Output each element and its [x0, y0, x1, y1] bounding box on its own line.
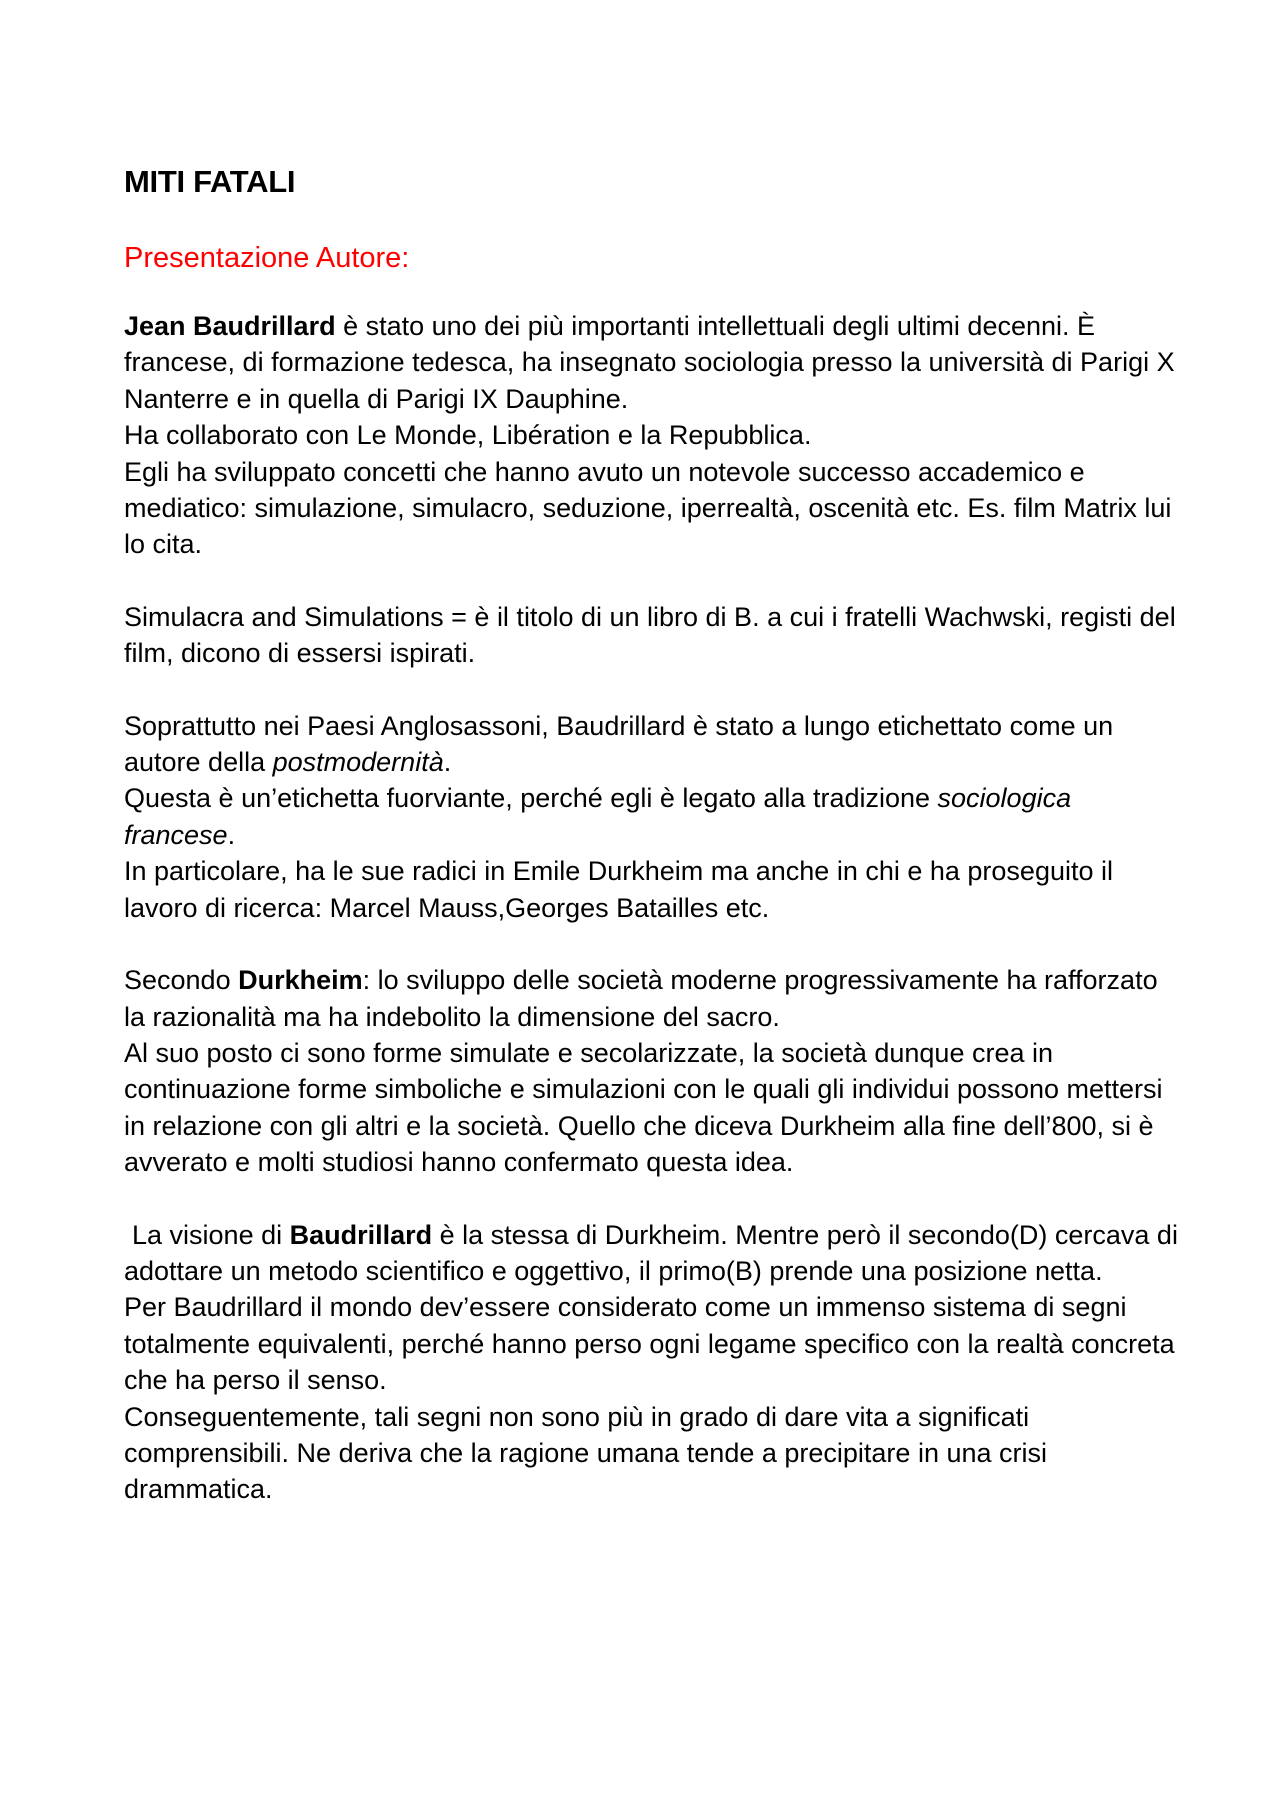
italic-sociologica-francese: sociologica francese	[124, 783, 1072, 850]
paragraph-text: . Questa è un’etichetta fuorviante, perché egli è legato alla tradizione	[124, 747, 931, 814]
baudrillard-bold: Baudrillard	[289, 1219, 433, 1250]
document-title: MITI FATALI	[124, 164, 296, 199]
paragraph-text: è stato uno dei più importanti intellettuali degli ultimi decenni. È francese, di formazione tedesca, ha insegnato sociologia presso la università di Parigi X Nanterre e in quella di Parigi IX Dauphine. Ha collaborato con Le Monde, Libération e la Repubblica. Egli ha sviluppato concetti che hanno avuto un notevole successo accademico e mediatico: simulazione, simulacro, seduzione, iperrealtà, oscenità etc. Es. film Matrix lui lo cita.	[124, 311, 1175, 560]
paragraph-text: . In particolare, ha le sue radici in Emile Durkheim ma anche in chi e ha proseguito il lavoro di ricerca: Marcel Mauss,Georges Batailles etc.	[124, 819, 1113, 923]
paragraph-author-intro	[124, 308, 1184, 563]
paragraph-text: Secondo	[124, 965, 239, 996]
section-heading: Presentazione Autore:	[124, 242, 410, 274]
paragraph-text: Soprattutto nei Paesi Anglosassoni, Baudrillard è stato a lungo etichettato come un autore della	[124, 710, 1114, 778]
italic-postmodernita: postmodernità	[272, 747, 444, 778]
paragraph-durkheim	[124, 962, 1184, 1180]
paragraph-baudrillard-vision	[124, 1217, 1184, 1508]
paragraph-text: è la stessa di Durkheim. Mentre però il secondo(D) cercava di adottare un metodo scientifico e oggettivo, il primo(B) prende una posizione netta. Per Baudrillard il mondo dev’essere considerato come un immenso sistema di segni totalmente equivalenti, perché hanno perso ogni legame specifico con la realtà concreta che ha perso il senso. Conseguentemente, tali segni non sono più in grado di dare vita a significati comprensibili. Ne deriva che la ragione umana tende a precipitare in una crisi drammatica.	[124, 1219, 1178, 1505]
paragraph-postmodernity	[124, 708, 1184, 926]
paragraph-simulacra	[124, 599, 1184, 672]
document-page	[124, 150, 1184, 1508]
paragraph-text: : lo sviluppo delle società moderne progressivamente ha rafforzato la razionalità ma ha indebolito la dimensione del sacro. Al suo posto ci sono forme simulate e secolarizzate, la società dunque crea in continuazione forme simboliche e simulazioni con le quali gli individui possono mettersi in relazione con gli altri e la società. Quello che diceva Durkheim alla fine dell’800, si è avverato e molti studiosi hanno confermato questa idea.	[124, 965, 1163, 1178]
paragraph-text: La visione di	[132, 1219, 290, 1250]
author-name-bold: Jean Baudrillard	[124, 311, 336, 341]
paragraph-text: Simulacra and Simulations = è il titolo di un libro di B. a cui i fratelli Wachwski, registi del film, dicono di essersi ispirati.	[124, 601, 1176, 669]
durkheim-bold: Durkheim	[238, 965, 363, 996]
